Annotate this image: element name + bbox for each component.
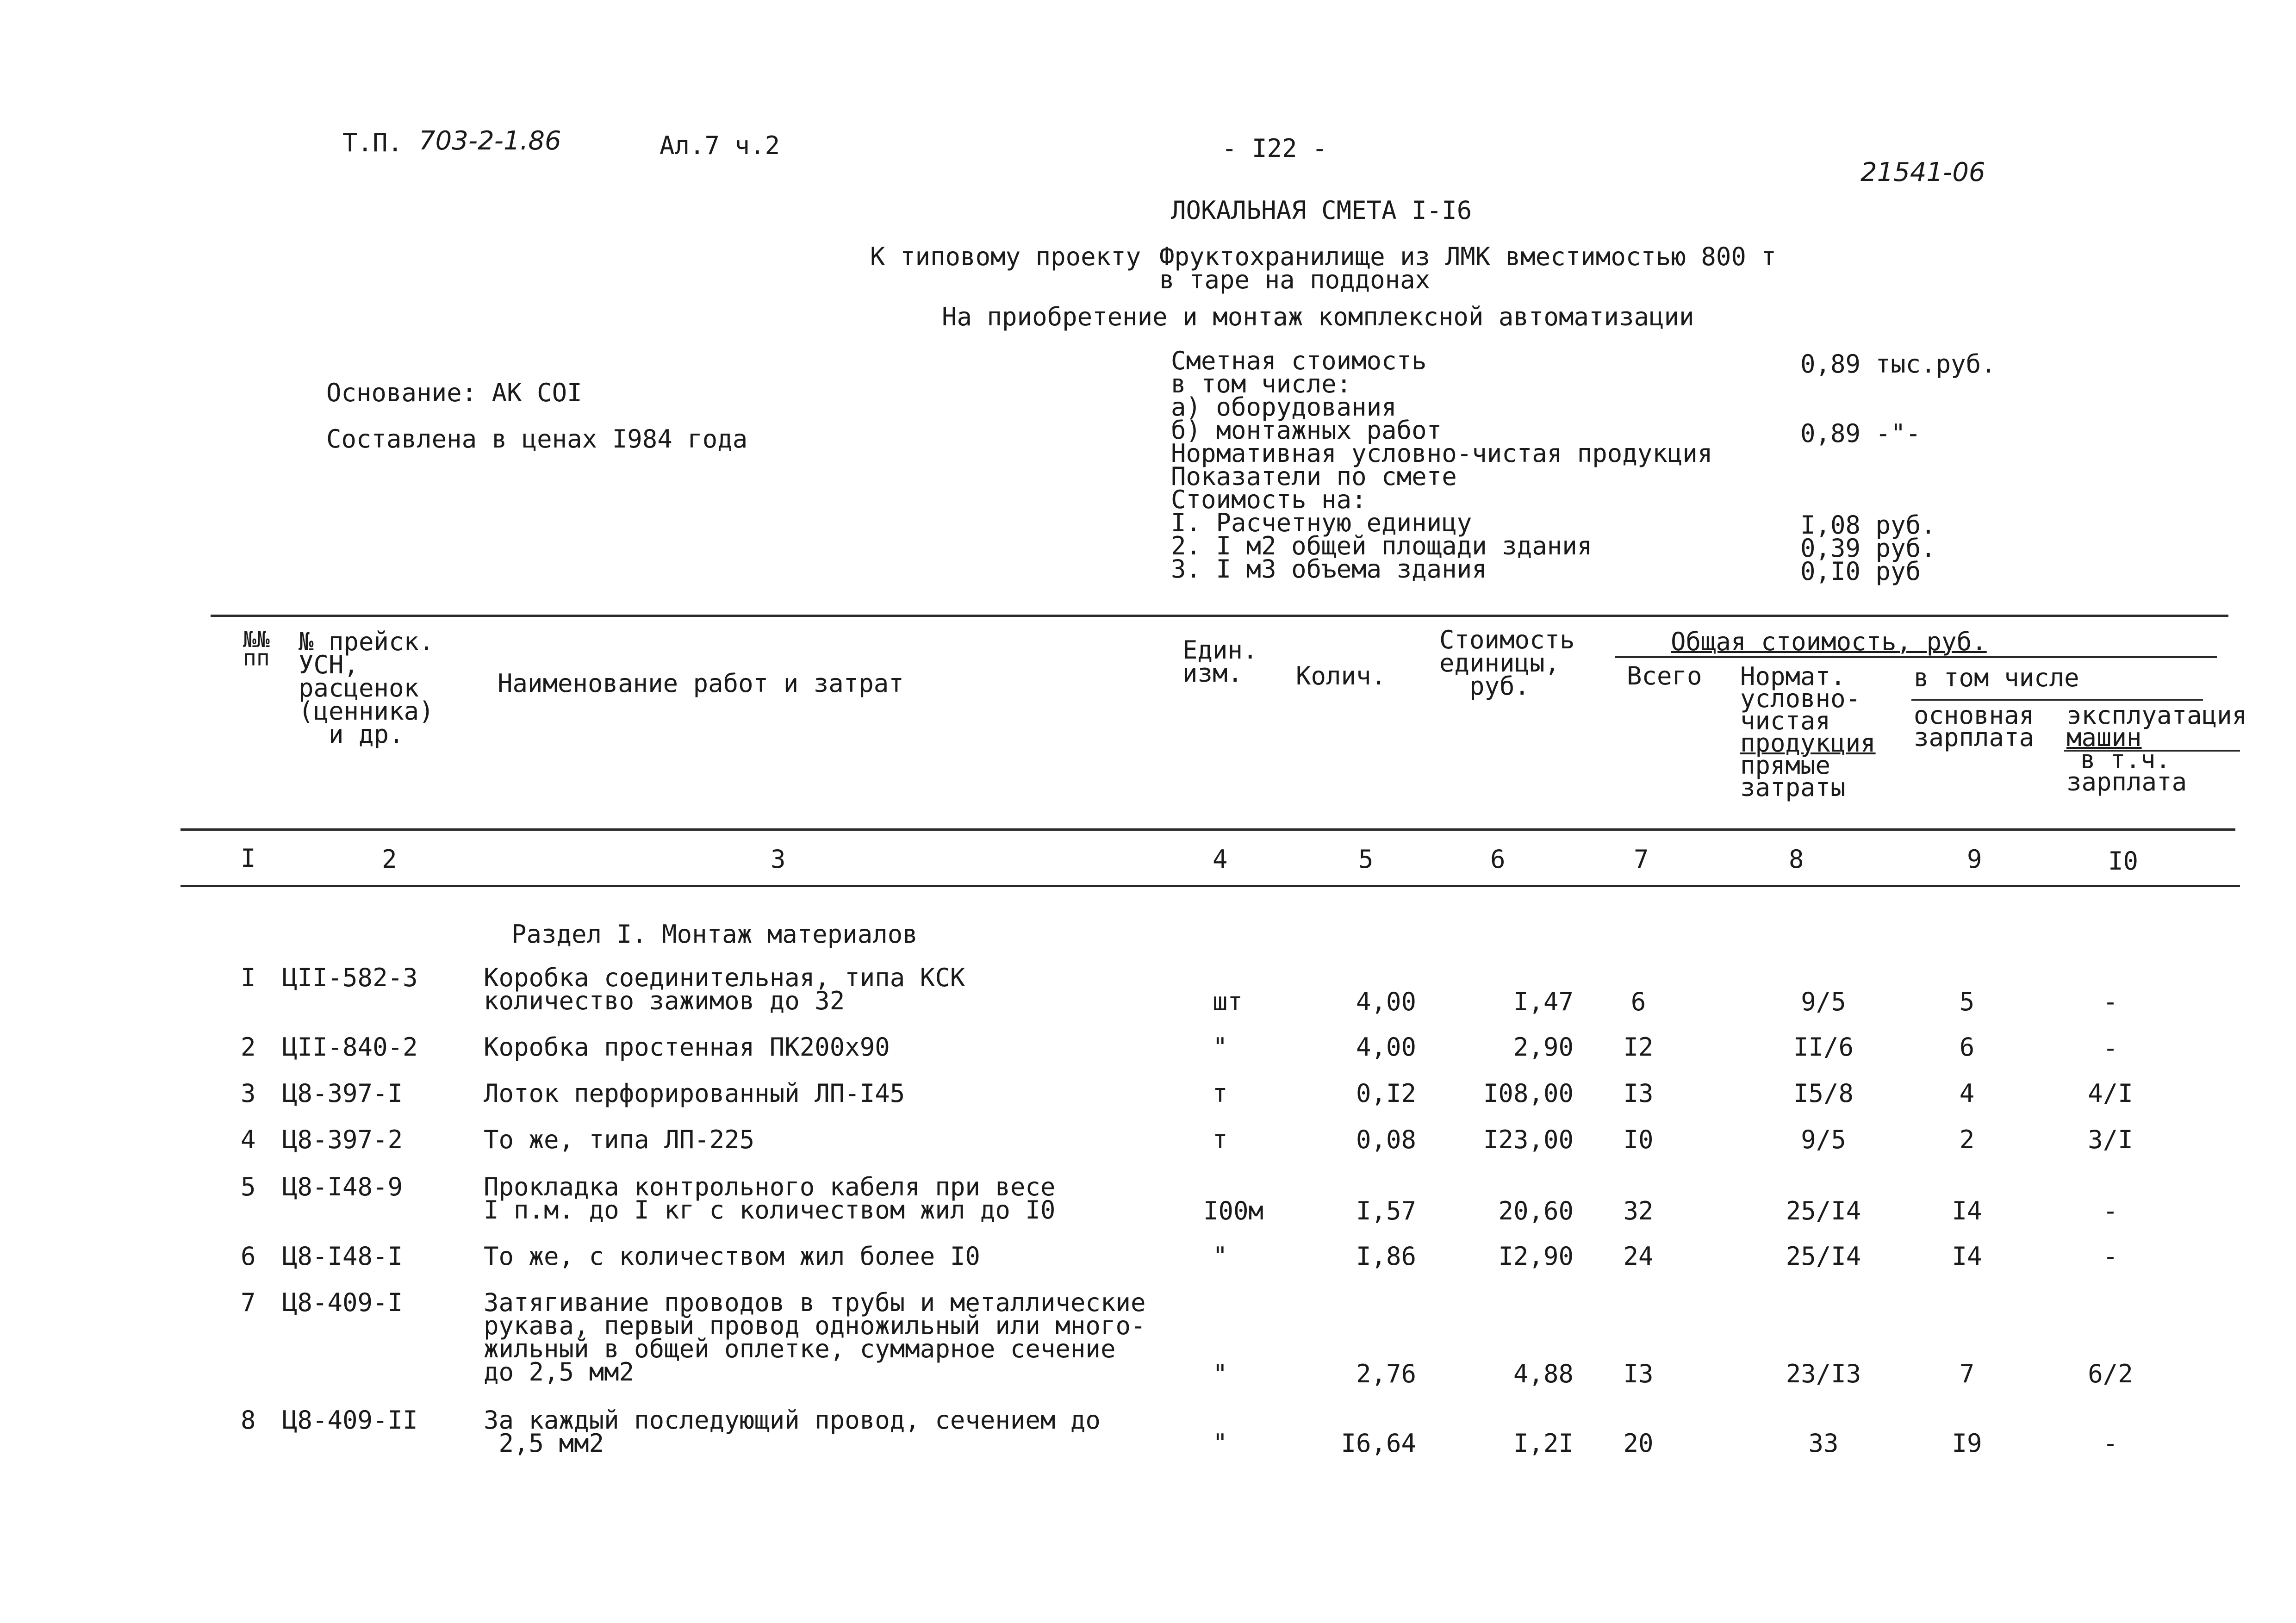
page-number: - I22 -	[1222, 134, 1327, 163]
row-qty: I,57	[1356, 1196, 1416, 1225]
header-total: Всего	[1627, 661, 1702, 690]
row-norm: II/6	[1793, 1032, 1854, 1062]
row-qty: I,86	[1356, 1242, 1416, 1271]
header-num: №№ пп	[243, 627, 270, 671]
tp-number: 703-2-1.86	[419, 126, 561, 156]
row-price: 20,60	[1498, 1196, 1574, 1225]
table-top-rule	[211, 615, 2228, 617]
project-label: К типовому проекту	[870, 242, 1141, 271]
row-code: Ц8-I48-9	[282, 1172, 403, 1201]
row-total: I3	[1623, 1079, 1654, 1108]
row-code: ЦII-582-3	[282, 963, 418, 992]
header-norm-line: продукция	[1740, 728, 1876, 758]
row-unit: I00м	[1203, 1196, 1264, 1225]
row-price: I,2I	[1513, 1429, 1574, 1458]
project-name-line2: в таре на поддонах	[1159, 265, 1431, 294]
summary-total-value: 0,89 тыс.руб.	[1800, 349, 1996, 379]
row-total: 24	[1623, 1242, 1654, 1271]
header-machines-line: машин	[2066, 723, 2142, 752]
section-title: Раздел I. Монтаж материалов	[511, 920, 918, 949]
row-code: Ц8-409-II	[282, 1405, 418, 1435]
header-total-group: Общая стоимость, руб.	[1671, 627, 1987, 656]
row-code: Ц8-397-I	[282, 1079, 403, 1108]
album-number: Ал.7 ч.2	[660, 131, 780, 160]
header-norm-line: прямые	[1740, 751, 1831, 780]
row-norm: 23/I3	[1786, 1359, 1861, 1388]
row-num: I	[241, 963, 256, 992]
summary-line: Показатели по смете	[1171, 462, 1457, 491]
summary-line: Нормативная условно-чистая продукция	[1171, 439, 1713, 468]
inventory-number: 21541-06	[1860, 157, 1985, 187]
summary-line: Стоимость на:	[1171, 485, 1367, 514]
row-total: 6	[1630, 987, 1646, 1016]
estimate-purpose: На приобретение и монтаж комплексной автоматизации	[942, 302, 1694, 331]
header-norm-line: затраты	[1740, 773, 1846, 802]
row-machines: -	[2103, 1033, 2118, 1063]
summary-line: а) оборудования	[1171, 392, 1397, 422]
summary-unit-cost: I,08 руб.	[1800, 510, 1936, 540]
col-number: 8	[1789, 845, 1804, 874]
header-salary: основная зарплата	[1914, 701, 2035, 752]
row-code: ЦII-840-2	[282, 1032, 418, 1062]
row-machines: -	[2103, 1429, 2118, 1458]
row-unit: "	[1213, 1242, 1228, 1271]
header-name: Наименование работ и затрат	[498, 669, 904, 698]
col-number: 7	[1634, 845, 1649, 874]
summary-lines	[1171, 346, 1713, 584]
row-total: I2	[1623, 1032, 1654, 1062]
project-name-line1: Фруктохранилище из ЛМК вместимостью 800 т	[1159, 242, 1776, 271]
row-machines: -	[2103, 987, 2118, 1016]
row-price: I08,00	[1483, 1079, 1574, 1108]
row-machines: -	[2103, 1196, 2118, 1225]
row-name: За каждый последующий провод, сечением до 2,5 мм2	[484, 1405, 1101, 1458]
header-machines-line: зарплата	[2066, 767, 2187, 796]
summary-install-value: 0,89 -"-	[1800, 419, 1921, 448]
row-price: 2,90	[1513, 1032, 1574, 1062]
row-unit: шт	[1213, 987, 1243, 1016]
row-total: 20	[1623, 1429, 1654, 1458]
tp-prefix: Т.П.	[342, 128, 403, 157]
col-number: I	[241, 844, 256, 873]
row-salary: 6	[1959, 1032, 1975, 1062]
col-number: 5	[1358, 845, 1374, 874]
summary-line: Сметная стоимость	[1171, 346, 1427, 375]
header-norm-line: условно-	[1740, 684, 1861, 713]
row-num: 8	[241, 1405, 256, 1435]
col-number: 3	[771, 845, 786, 874]
row-unit: "	[1213, 1429, 1228, 1458]
row-unit: т	[1213, 1079, 1228, 1108]
row-salary: 4	[1959, 1079, 1975, 1108]
row-num: 6	[241, 1242, 256, 1271]
row-unit: "	[1213, 1032, 1228, 1062]
row-qty: 0,08	[1356, 1125, 1416, 1154]
row-code: Ц8-I48-I	[282, 1242, 403, 1271]
col-numbers-rule	[180, 885, 2240, 887]
row-total: I0	[1623, 1125, 1654, 1154]
row-salary: I9	[1952, 1429, 1982, 1458]
row-salary: I4	[1952, 1242, 1982, 1271]
header-machines	[2066, 701, 2247, 796]
row-price: I23,00	[1483, 1125, 1574, 1154]
row-num: 5	[241, 1172, 256, 1201]
summary-line: 2. I м2 общей площади здания	[1171, 531, 1593, 560]
row-salary: 7	[1959, 1359, 1975, 1388]
header-unit: Един. изм.	[1182, 635, 1258, 688]
row-qty: 2,76	[1356, 1359, 1416, 1388]
row-qty: I6,64	[1341, 1429, 1416, 1458]
row-salary: I4	[1952, 1196, 1982, 1225]
row-machines: 3/I	[2088, 1125, 2133, 1154]
total-group-rule	[1615, 656, 2217, 658]
row-price: I2,90	[1498, 1242, 1574, 1271]
header-bottom-rule	[180, 828, 2235, 831]
row-norm: 33	[1808, 1429, 1839, 1458]
row-unit: т	[1213, 1125, 1228, 1154]
header-norm-line: Нормат.	[1740, 662, 1846, 691]
row-num: 4	[241, 1125, 256, 1154]
row-norm: 25/I4	[1786, 1196, 1861, 1225]
header-code: № прейск. УСН, расценок (ценника) и др.	[299, 627, 434, 749]
row-price: I,47	[1513, 987, 1574, 1016]
header-unit-cost: Стоимость единицы, руб.	[1439, 625, 1575, 701]
prices-year: Составлена в ценах I984 года	[326, 424, 748, 454]
row-total: I3	[1623, 1359, 1654, 1388]
row-norm: 9/5	[1801, 987, 1846, 1016]
row-code: Ц8-409-I	[282, 1288, 403, 1317]
header-machines-line: в т.ч.	[2080, 745, 2171, 774]
row-salary: 5	[1959, 987, 1975, 1016]
col-number: 6	[1490, 845, 1506, 874]
header-qty: Колич.	[1296, 661, 1387, 690]
header-incl: в том числе	[1914, 663, 2079, 692]
row-num: 2	[241, 1032, 256, 1062]
header-norm-line: чистая	[1740, 706, 1831, 735]
row-unit: "	[1213, 1359, 1228, 1388]
row-qty: 4,00	[1356, 987, 1416, 1016]
row-machines: 6/2	[2088, 1359, 2133, 1388]
row-price: 4,88	[1513, 1359, 1574, 1388]
row-salary: 2	[1959, 1125, 1975, 1154]
summary-line: 3. I м3 объема здания	[1171, 554, 1487, 584]
row-name: Затягивание проводов в трубы и металлические рукава, первый провод одножильный или много- жильный в общей оплетке, суммарное сечение до 2,5 мм2	[484, 1288, 1146, 1387]
row-norm: 9/5	[1801, 1125, 1846, 1154]
row-machines: 4/I	[2088, 1079, 2133, 1108]
row-name: Коробка соединительная, типа КСК количество зажимов до 32	[484, 963, 965, 1015]
row-qty: 0,I2	[1356, 1079, 1416, 1108]
header-machines-line: эксплуатация	[2066, 701, 2247, 730]
summary-line: в том числе:	[1171, 369, 1352, 398]
col-number: 4	[1213, 845, 1228, 874]
row-qty: 4,00	[1356, 1032, 1416, 1062]
col-number: I0	[2108, 846, 2139, 876]
row-name: Прокладка контрольного кабеля при весе I п.м. до I кг с количеством жил до I0	[484, 1172, 1056, 1225]
row-total: 32	[1623, 1196, 1654, 1225]
row-num: 3	[241, 1079, 256, 1108]
row-name: То же, с количеством жил более I0	[484, 1242, 980, 1271]
summary-volume-cost: 0,I0 руб	[1800, 557, 1921, 586]
header-norm	[1740, 662, 1876, 802]
col-number: 2	[382, 845, 397, 874]
row-norm: I5/8	[1793, 1079, 1854, 1108]
row-machines: -	[2103, 1242, 2118, 1271]
summary-line: б) монтажных работ	[1171, 416, 1442, 445]
summary-line: I. Расчетную единицу	[1171, 508, 1472, 537]
summary-area-cost: 0,39 руб.	[1800, 534, 1936, 563]
row-name: Лоток перфорированный ЛП-I45	[484, 1079, 905, 1108]
basis: Основание: АК СОI	[326, 378, 582, 407]
col-number: 9	[1967, 845, 1982, 874]
row-name: Коробка простенная ПК200х90	[484, 1032, 890, 1062]
document-title: ЛОКАЛЬНАЯ СМЕТА I-I6	[1171, 196, 1472, 225]
row-name: То же, типа ЛП-225	[484, 1125, 755, 1154]
row-norm: 25/I4	[1786, 1242, 1861, 1271]
row-code: Ц8-397-2	[282, 1125, 403, 1154]
row-num: 7	[241, 1288, 256, 1317]
